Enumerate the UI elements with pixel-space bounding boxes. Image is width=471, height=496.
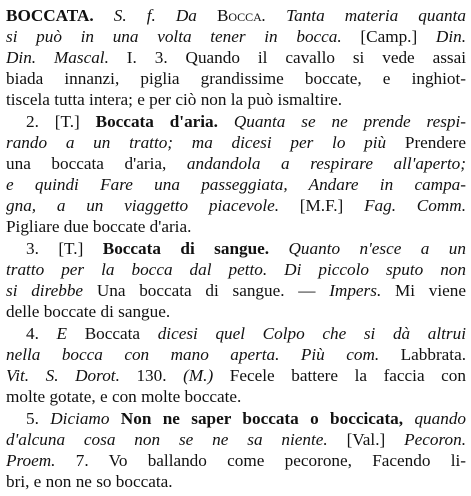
text-run: 3. [T.] [26,239,103,258]
dictionary-entry [6,4,466,492]
text-run: bri, e non ne so boccata. [6,472,173,491]
entry-line [6,88,466,112]
text-run: gna, a un viaggetto piacevole. [6,196,280,215]
text-run: dicesi quel Colpo che si dà altrui [157,324,466,343]
text-run: 7. Vo ballando come pecorone, Facendo li- [55,451,466,470]
text-run: 5. [26,409,51,428]
text-run: Proem. [6,451,56,470]
text-run: . Tanta materia quanta [261,6,466,25]
text-run: Quanto n'esce a un [269,239,466,258]
entry-line [6,215,466,239]
entry-line [6,385,466,409]
text-run: Din. [435,27,466,46]
text-run: Boccata d'aria. [95,112,218,131]
text-run: molte gotate, e con molte boccate. [6,387,242,406]
text-run: Una boccata di sangue. — [83,281,330,300]
text-run: Pecoron. [404,430,466,449]
text-run: e quindi Fare una passeggiata, Andare in campa- [6,175,466,194]
text-run: (M.) [183,366,214,385]
text-run: S. f. Da [93,6,217,25]
entry-line [6,300,466,324]
text-run: E [56,324,68,343]
text-run: 4. [26,324,57,343]
text-run: Impers. [329,281,382,300]
text-run: Non ne saper boccata o boccicata, [109,409,415,428]
text-run: Quanta se ne prende respi- [217,112,466,131]
text-run: Pigliare due boccate d'aria. [6,217,192,236]
text-run: tratto per la bocca dal petto. Di piccolo sputo non [6,260,466,279]
text-run: [Val.] [327,430,405,449]
text-run: Diciamo [50,409,110,428]
text-run: [M.F.] [279,196,365,215]
entry-line [6,470,466,492]
text-run: [Camp.] [341,27,436,46]
text-run: Fecele battere la faccia con [213,366,466,385]
text-run: biada innanzi, piglia grandissime boccate, e inghiot- [6,69,466,88]
text-run: Boccata di sangue. [102,239,270,258]
text-run: si può in una volta tener in bocca. [6,27,342,46]
text-run: Labbrata. [379,345,466,364]
text-run: d'alcuna cosa non se ne sa niente. [6,430,328,449]
text-run: Mi viene [381,281,466,300]
text-run: Boccata [67,324,158,343]
text-run: Fag. Comm. [364,196,466,215]
text-run: Bocca [216,6,262,25]
text-run: quando [414,409,466,428]
text-run: Vit. S. Dorot. [6,366,120,385]
text-run: rando a un tratto; ma dicesi per lo più [6,133,387,152]
text-run: 2. [T.] [26,112,96,131]
text-run: andandola a respirare all'aperto; [186,154,466,173]
text-run: delle boccate di sangue. [6,302,171,321]
text-run: 130. [119,366,184,385]
text-run: una boccata d'aria, [6,154,187,173]
text-run: I. 3. Quando il cavallo si vede assai [108,48,466,67]
text-run: Din. Mascal. [6,48,109,67]
text-run: si direbbe [6,281,84,300]
text-run: BOCCATA. [6,6,94,25]
text-run: Prendere [386,133,466,152]
text-run: tiscela tutta intera; e per ciò non la può ismaltire. [6,90,342,109]
text-run: nella bocca con mano aperta. Più com. [6,345,380,364]
